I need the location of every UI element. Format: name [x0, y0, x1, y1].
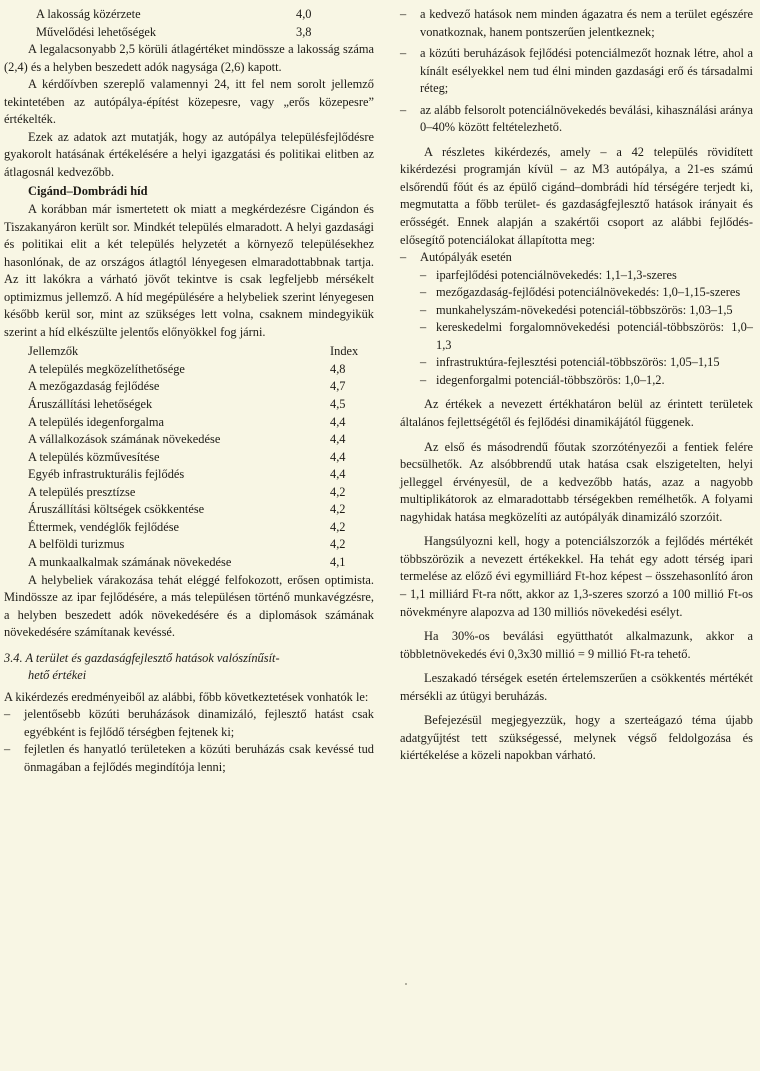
table-cell-label: A belföldi turizmus — [28, 537, 125, 552]
table-cell-value: 4,2 — [330, 502, 346, 517]
table-cell-value: 4,2 — [330, 484, 346, 499]
table-cell-value: 4,4 — [330, 467, 346, 482]
table-cell-label: A település presztízse — [28, 484, 136, 499]
paragraph: A legalacsonyabb 2,5 körüli átlagértéket mindössze a lakosság száma (2,4) és a helyben beszedett adók nagysága (2,6) kapott. — [4, 42, 374, 74]
potential-item — [400, 284, 753, 302]
motorways-label: Autópályák esetén — [420, 250, 512, 265]
paragraph: Leszakadó térségek esetén értelemszerűen a csökkentés mértékét mérsékli az útügyi beruházás. — [400, 671, 753, 703]
dash-bullet: – — [400, 7, 407, 21]
dash-bullet: – — [4, 742, 11, 757]
table-cell-label: A település megközelíthetősége — [28, 361, 185, 376]
potential-item — [400, 302, 753, 320]
section-heading — [4, 650, 374, 685]
table-cell-value: 4,5 — [330, 397, 346, 412]
table-cell-label: Áruszállítási lehetőségek — [28, 397, 153, 412]
section-title-line-1: A terület és gazdaságfejlesztő hatások valószínűsít- — [25, 650, 280, 665]
dash-bullet: – — [400, 102, 407, 117]
section-title-line-2: hető értékei — [28, 668, 87, 683]
summary-row — [4, 6, 374, 24]
summary-label: Művelődési lehetőségek — [36, 24, 157, 39]
table-header-label: Jellemzők — [28, 344, 79, 359]
summary-value: 4,0 — [296, 7, 312, 21]
dash-bullet: – — [420, 285, 427, 300]
speck-mark — [405, 983, 407, 985]
index-table — [4, 343, 374, 571]
table-row — [28, 449, 370, 467]
potential-text: munkahelyszám-növekedési potenciál-többszörös: 1,03–1,5 — [436, 302, 733, 317]
list-item — [4, 741, 374, 776]
paragraph: Ezek az adatok azt mutatják, hogy az autópálya településfejlődésre gyakorolt hatásának értékelésére a helyi igazgatási és politikai elitben az átlagosnál kedvezőbb. — [4, 129, 374, 179]
table-row — [28, 414, 370, 432]
table-cell-label: Áruszállítási költségek csökkentése — [28, 502, 205, 517]
table-cell-label: A település idegenforgalma — [28, 414, 165, 429]
right-column — [400, 6, 753, 765]
list-item-text: a közúti beruházások fejlődési potenciálmezőt hoznak létre, ahol a kínált esélyekkel nem tud élni minden gazdasági erő és társadalmi réteg; — [420, 46, 753, 96]
table-cell-value: 4,4 — [330, 414, 346, 429]
paragraph: A kérdőívben szereplő valamennyi 24, itt fel nem sorolt jellemző tekintetében az autópálya-építést közepesre, vagy „erős közepesre” értékelték. — [4, 77, 374, 127]
summary-row — [4, 24, 374, 42]
dash-bullet: – — [420, 355, 427, 370]
table-cell-label: Egyéb infrastrukturális fejlődés — [28, 467, 185, 482]
dash-bullet: – — [400, 250, 407, 265]
subheading: Cigánd–Dombrádi híd — [28, 184, 148, 199]
paragraph: Ha 30%-os beválási együtthatót alkalmazunk, akkor a többletnövekedés évi 0,3x30 millió = 9 millió Ft-ra tehető. — [400, 629, 753, 661]
table-cell-label: A település közművesítése — [28, 449, 160, 464]
table-row — [28, 536, 370, 554]
potential-text: idegenforgalmi potenciál-többszörös: 1,0–1,2. — [436, 372, 665, 387]
section-number: 3.4. — [4, 650, 23, 665]
paragraph: Az értékek a nevezett értékhatáron belül az érintett területek általános fejlettségétől és fejlődési dinamikájától függenek. — [400, 397, 753, 430]
dash-bullet: – — [4, 707, 11, 722]
table-row — [28, 554, 370, 572]
dash-bullet: – — [400, 46, 407, 61]
potential-item — [400, 319, 753, 354]
list-item — [4, 706, 374, 741]
table-row — [28, 378, 370, 396]
dash-bullet: – — [420, 372, 427, 387]
list-item — [400, 6, 753, 41]
table-cell-value: 4,1 — [330, 554, 346, 569]
table-row — [28, 466, 370, 484]
paragraph: A korábban már ismertetett ok miatt a megkérdezésre Cigándon és Tiszakanyáron került sor. Mindkét település elmaradott. A helyi gazdasági és politikai elit a két település helyzetét a környező településekhez hasonlónak, de az országos átlagtól lényegesen elmaradottabbnak tartja. Az itt lakókra a várható jövőt tekintve is csak legfeljebb mérsékelt optimizmus jellemző. A híd megépülésére a helybeliek szerint lényegesen később kerül sor, mint az szükséges lett volna, csaknem mindegyikük szerint a híd elkészülte jelentős előnyökkel fog járni. — [4, 202, 374, 339]
paragraph: Befejezésül megjegyezzük, hogy a szerteágazó téma újabb adatgyűjtést tett szükségessé, melynek végső feldolgozása és kiértékelése a közeli napokban várható. — [400, 713, 753, 763]
table-cell-value: 4,8 — [330, 361, 346, 376]
table-header-value: Index — [330, 344, 359, 359]
potential-text: mezőgazdaság-fejlődési potenciálnövekedés: 1,0–1,15-szeres — [436, 285, 741, 300]
potential-text: kereskedelmi forgalomnövekedési potenciál-többszörös: 1,0–1,3 — [436, 320, 753, 352]
table-cell-value: 4,4 — [330, 432, 346, 447]
potential-text: infrastruktúra-fejlesztési potenciál-többszörös: 1,05–1,15 — [436, 355, 720, 370]
table-header — [28, 343, 370, 361]
dash-bullet: – — [420, 320, 427, 335]
table-row — [28, 361, 370, 379]
potential-item — [400, 372, 753, 390]
list-item — [400, 249, 753, 267]
potential-text: iparfejlődési potenciálnövekedés: 1,1–1,3-szeres — [436, 267, 677, 282]
left-column — [4, 6, 374, 777]
table-cell-label: Éttermek, vendéglők fejlődése — [28, 519, 180, 534]
paragraph: Hangsúlyozni kell, hogy a potenciálszorzók a fejlődés mértékét többszörözik a nevezett értékekkel. Ha tehát egy adott térség ipari termelése az előző évi egymilliárd Ft-hoz képest – összehasonlító áron – 1,1 milliárd Ft-ra nőtt, akkor az 1,3-szeres szorzó a 100 millió Ft-os növekményre alapozva ad 130 milliós növekedési esélyt. — [400, 534, 753, 619]
paragraph: Az első és másodrendű főutak szorzótényezői a fentiek felére becsülhetők. Az alsóbbrendű utak hatása csak elszigetelten, helyi jelleggel érvényesül, de a kedvezőbb hatás, azaz a nagyobb multiplikátorok az elmaradottabb térségekben remélhetők. A folyami nagyhidak hatása megközelíti az autópályák dinamizáló szorzóit. — [400, 439, 753, 524]
table-cell-label: A vállalkozások számának növekedése — [28, 432, 221, 447]
table-cell-label: A munkaalkalmak számának növekedése — [28, 554, 232, 569]
table-row — [28, 484, 370, 502]
table-row — [28, 519, 370, 537]
table-cell-value: 4,2 — [330, 519, 346, 534]
table-row — [28, 396, 370, 414]
list-item-text: fejletlen és hanyatló területeken a közúti beruházás csak kevéssé tud önmagában a fejlődés megindítója lenni; — [24, 742, 374, 774]
table-cell-value: 4,2 — [330, 537, 346, 552]
summary-label: A lakosság közérzete — [36, 7, 141, 21]
list-item-text: jelentősebb közúti beruházások dinamizáló, fejlesztő hatást csak egyébként is fejlődő térségben fejtenek ki; — [24, 707, 374, 739]
paragraph: A kikérdezés eredményeiből az alábbi, főbb következtetések vonhatók le: — [4, 689, 369, 704]
dash-bullet: – — [420, 267, 427, 282]
table-cell-value: 4,4 — [330, 449, 346, 464]
list-item — [400, 45, 753, 98]
table-row — [28, 501, 370, 519]
list-item-text: az alább felsorolt potenciálnövekedés beválási, kihasználási aránya 0–40% között feltételezhető. — [420, 102, 753, 135]
table-row — [28, 431, 370, 449]
table-cell-value: 4,7 — [330, 379, 346, 394]
list-item — [400, 102, 753, 137]
table-cell-label: A mezőgazdaság fejlődése — [28, 379, 160, 394]
summary-value: 3,8 — [296, 24, 312, 39]
potential-item — [400, 267, 753, 285]
potential-item — [400, 354, 753, 372]
dash-bullet: – — [420, 302, 427, 317]
list-item-text: a kedvező hatások nem minden ágazatra és nem a terület egészére vonatkoznak, hanem pontszerűen jelentkeznek; — [420, 7, 753, 39]
paragraph: A részletes kikérdezés, amely – a 42 település rövidített kikérdezési programján kívül – az M3 autópálya, a 21-es számú elsőrendű főút és az épülő cigánd–dombrádi híd térségére terjedt ki, megmutatta a főbb terület- és gazdaságfejlesztő hatások irányait és erősségét. Ennek alapján a szakértői csoport az alábbi fejlődés-elősegítő potenciálokat állapította meg: — [400, 144, 753, 247]
paragraph: A helybeliek várakozása tehát eléggé felfokozott, erősen optimista. Mindössze az ipar fejlődésére, a más településen történő munkavégzésre, a helyben beszedett adók növekedésére és a diplomások számának növekedésére számítanak kevéssé. — [4, 572, 374, 640]
